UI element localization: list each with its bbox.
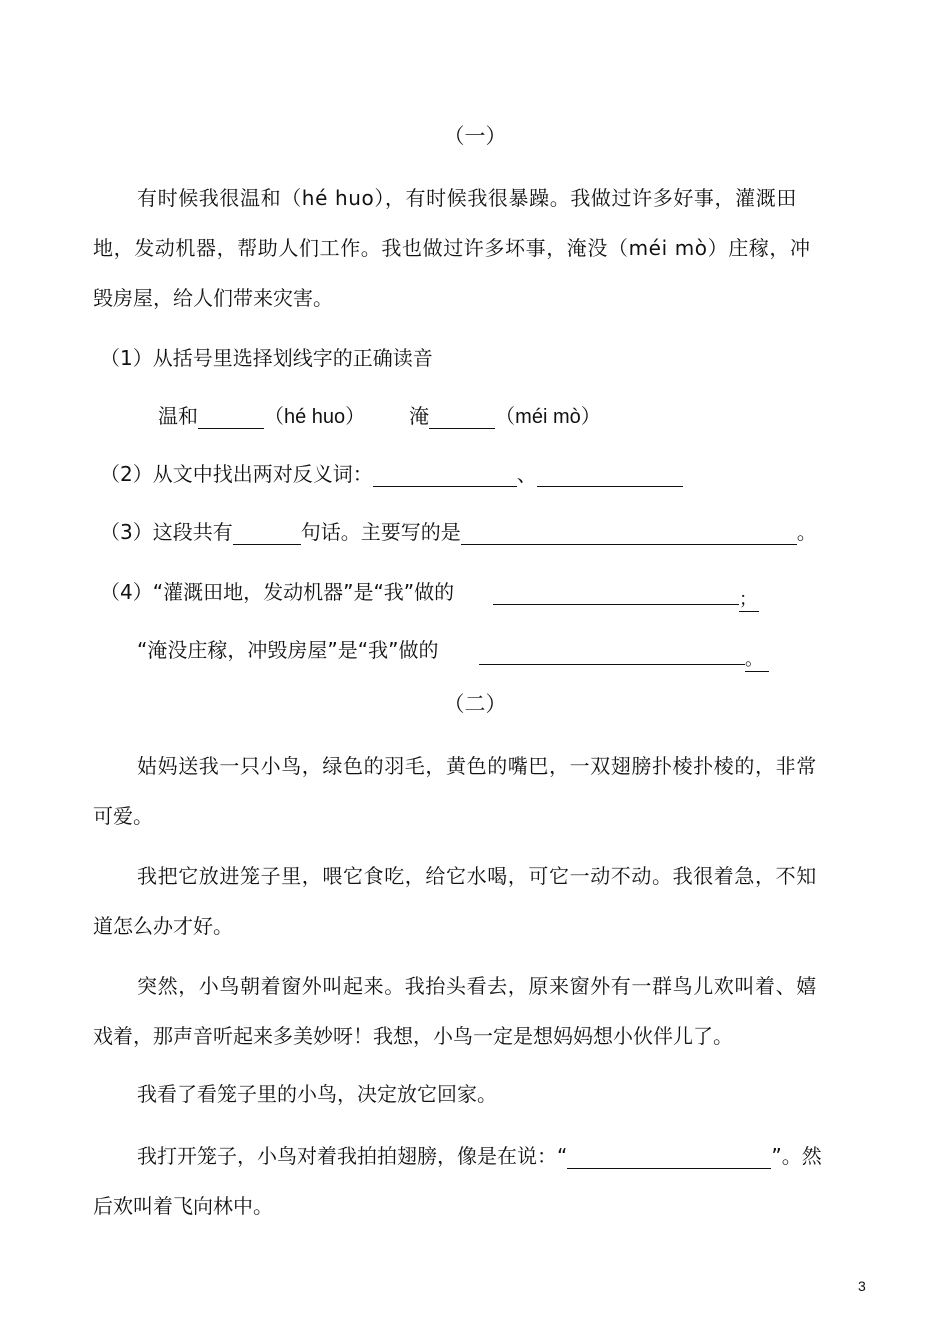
paragraph-line: 姑妈送我一只小鸟，绿色的羽毛，黄色的嘴巴，一双翅膀扑棱扑棱的，非常 bbox=[137, 754, 817, 778]
paragraph-line: 毁房屋，给人们带来灾害。 bbox=[93, 286, 333, 310]
paragraph-line: 戏着，那声音听起来多美妙呀！我想，小鸟一定是想妈妈想小伙伴儿了。 bbox=[93, 1024, 733, 1048]
paragraph-line: 后欢叫着飞向林中。 bbox=[93, 1194, 273, 1218]
word-2: 淹 bbox=[409, 404, 430, 428]
paragraph-line: 道怎么办才好。 bbox=[93, 914, 233, 938]
answer-blank-1[interactable] bbox=[198, 406, 264, 429]
sentence-count-blank[interactable] bbox=[233, 522, 301, 545]
options-2: （méi mò） bbox=[495, 406, 601, 428]
paragraph-line: 有时候我很温和（hé huo），有时候我很暴躁。我做过许多好事，灌溉田 bbox=[137, 186, 797, 210]
good-deed-blank[interactable] bbox=[493, 582, 739, 605]
paragraph-line: 可爱。 bbox=[93, 804, 153, 828]
options-1: （hé huo） bbox=[264, 406, 366, 428]
main-idea-blank[interactable] bbox=[461, 522, 797, 545]
paragraph-line: 我把它放进笼子里，喂它食吃，给它水喝，可它一动不动。我很着急，不知 bbox=[137, 864, 817, 888]
question-3 bbox=[100, 518, 817, 546]
question-3-label: （3）这段共有 bbox=[100, 520, 233, 544]
question-4-line-1: （4）“灌溉田地，发动机器”是“我”做的 bbox=[100, 580, 455, 604]
dialogue-start: 我打开笼子，小鸟对着我拍拍翅膀，像是在说：“ bbox=[137, 1144, 568, 1168]
question-4-line-2: “淹没庄稼，冲毁房屋”是“我”做的 bbox=[137, 638, 439, 662]
dialogue-end: ”。然 bbox=[771, 1144, 822, 1168]
question-1-label: （1）从括号里选择划线字的正确读音 bbox=[100, 346, 433, 370]
paragraph-line: 地，发动机器，帮助人们工作。我也做过许多坏事，淹没（méi mò）庄稼，冲 bbox=[93, 236, 811, 260]
antonym-blank-2[interactable] bbox=[537, 464, 683, 487]
bird-speech-blank[interactable] bbox=[567, 1146, 771, 1169]
question-2-label: （2）从文中找出两对反义词： bbox=[100, 462, 373, 486]
paragraph-line-with-blank bbox=[137, 1142, 822, 1170]
question-1-answers bbox=[158, 402, 601, 431]
section1-title: （一） bbox=[443, 124, 507, 148]
antonym-blank-1[interactable] bbox=[373, 464, 517, 487]
question-2 bbox=[100, 460, 683, 488]
separator: 、 bbox=[516, 462, 537, 486]
word-1: 温和 bbox=[158, 404, 198, 428]
question-3-end: 。 bbox=[796, 520, 817, 544]
question-3-mid: 句话。主要写的是 bbox=[300, 520, 461, 544]
question-4-answer-1 bbox=[493, 578, 759, 612]
question-4-answer-2 bbox=[479, 638, 769, 672]
paragraph-line: 我看了看笼子里的小鸟，决定放它回家。 bbox=[137, 1082, 497, 1106]
period: 。 bbox=[745, 649, 769, 672]
section2-title: （二） bbox=[443, 692, 507, 716]
page-number: 3 bbox=[858, 1278, 866, 1294]
answer-blank-2[interactable] bbox=[429, 406, 495, 429]
semicolon: ； bbox=[739, 589, 757, 610]
paragraph-line: 突然，小鸟朝着窗外叫起来。我抬头看去，原来窗外有一群鸟儿欢叫着、嬉 bbox=[137, 974, 817, 998]
bad-deed-blank[interactable] bbox=[479, 642, 745, 665]
